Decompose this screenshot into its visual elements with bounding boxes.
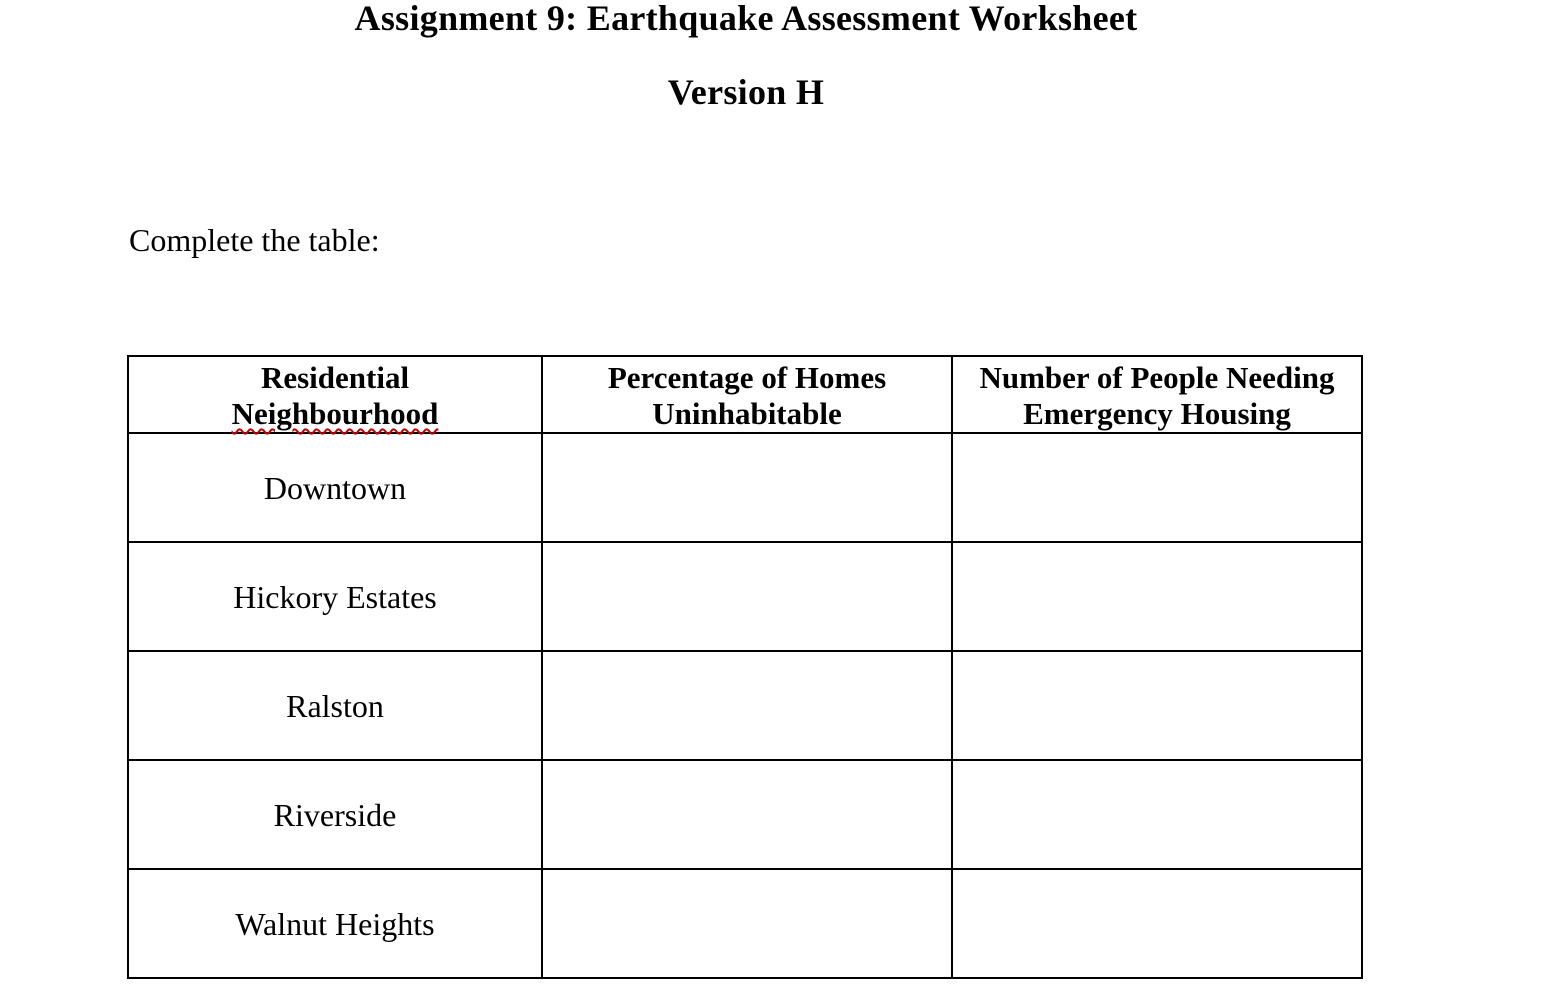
percentage-answer-cell[interactable] bbox=[542, 433, 952, 542]
header-people-emergency-housing bbox=[952, 356, 1362, 433]
table-row bbox=[128, 433, 1362, 542]
people-answer-cell[interactable] bbox=[952, 433, 1362, 542]
table-row bbox=[128, 542, 1362, 651]
percentage-answer-cell[interactable] bbox=[542, 869, 952, 978]
table-row bbox=[128, 760, 1362, 869]
header-people-line2: Emergency Housing bbox=[1023, 396, 1291, 431]
table-header-row bbox=[128, 356, 1362, 433]
header-percentage-line2: Uninhabitable bbox=[652, 396, 842, 431]
neighbourhood-cell: Downtown bbox=[128, 433, 542, 542]
neighbourhood-cell: Hickory Estates bbox=[128, 542, 542, 651]
assessment-table bbox=[127, 355, 1363, 979]
table-row bbox=[128, 651, 1362, 760]
neighbourhood-cell: Riverside bbox=[128, 760, 542, 869]
header-residential-neighbourhood bbox=[128, 356, 542, 433]
header-neighbourhood-line2: Neighbourhood bbox=[231, 396, 439, 431]
header-neighbourhood-line1: Residential bbox=[260, 360, 410, 395]
percentage-answer-cell[interactable] bbox=[542, 651, 952, 760]
version-title: Version H bbox=[667, 72, 825, 112]
header-percentage-uninhabitable bbox=[542, 356, 952, 433]
percentage-answer-cell[interactable] bbox=[542, 760, 952, 869]
table-row bbox=[128, 869, 1362, 978]
people-answer-cell[interactable] bbox=[952, 651, 1362, 760]
instruction-text: Complete the table: bbox=[129, 222, 380, 258]
header-people-line1: Number of People Needing bbox=[979, 360, 1335, 395]
neighbourhood-cell: Walnut Heights bbox=[128, 869, 542, 978]
percentage-answer-cell[interactable] bbox=[542, 542, 952, 651]
neighbourhood-cell: Ralston bbox=[128, 651, 542, 760]
page-title: Assignment 9: Earthquake Assessment Worksheet bbox=[354, 0, 1138, 38]
header-percentage-line1: Percentage of Homes bbox=[607, 360, 887, 395]
people-answer-cell[interactable] bbox=[952, 542, 1362, 651]
people-answer-cell[interactable] bbox=[952, 760, 1362, 869]
people-answer-cell[interactable] bbox=[952, 869, 1362, 978]
